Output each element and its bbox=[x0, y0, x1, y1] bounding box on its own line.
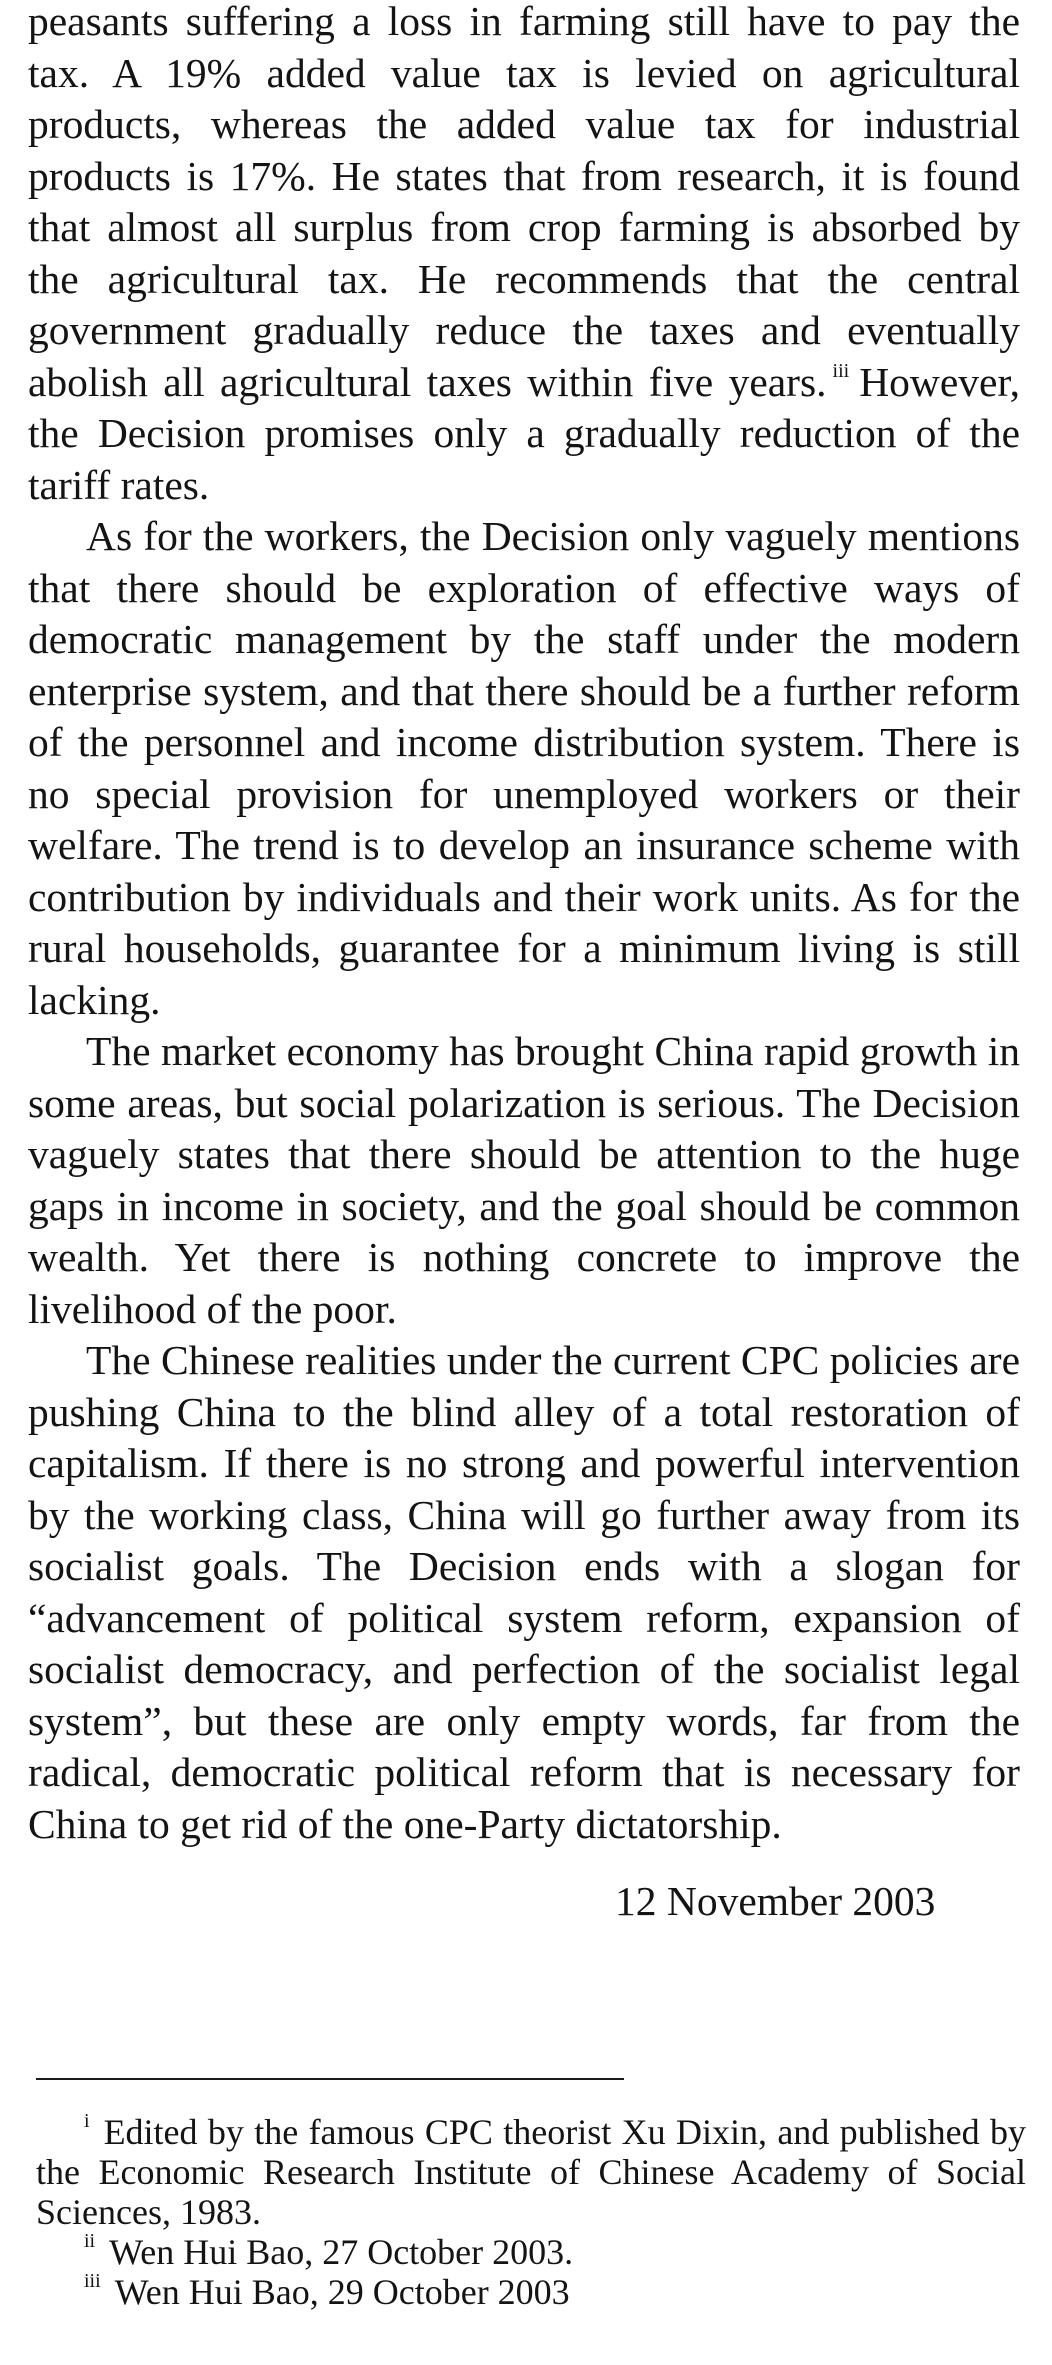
paragraph-text: However, the Decision promises only a gradually reduction of the tariff rates. bbox=[28, 358, 1020, 508]
article-body bbox=[28, 0, 1020, 1850]
footnote-reference: iii bbox=[832, 359, 850, 382]
document-date: 12 November 2003 bbox=[615, 1878, 936, 1924]
paragraph-agricultural-tax bbox=[28, 0, 1020, 511]
footnote-marker: iii bbox=[84, 2270, 101, 2292]
paragraph-chinese-realities: The Chinese realities under the current CPC policies are pushing China to the blind alley of a total restoration of capitalism. If there is no strong and powerful intervention by the working class, China will go further away from its socialist goals. The Decision ends with a slogan for “advancement of political system reform, expansion of socialist democracy, and perfection of the socialist legal system”, but these are only empty words, far from the radical, democratic political reform that is necessary for China to get rid of the one-Party dictatorship. bbox=[28, 1337, 1020, 1847]
footnote-text: Edited by the famous CPC theorist Xu Dixin, and published by the Economic Research Institute of Chinese Academy of Social Sciences, 1983. bbox=[36, 2112, 1026, 2232]
footnote-marker: i bbox=[84, 2110, 90, 2132]
footnote-item bbox=[36, 2232, 1026, 2272]
footnote-divider bbox=[36, 2078, 624, 2080]
footnote-text: Wen Hui Bao, 27 October 2003. bbox=[109, 2232, 574, 2272]
paragraph-workers: As for the workers, the Decision only vaguely mentions that there should be exploration of effective ways of democratic management by the staff under the modern enterprise system, and that there should be a further reform of the personnel and income distribution system. There is no special provision for unemployed workers or their welfare. The trend is to develop an insurance scheme with contribution by individuals and their work units. As for the rural households, guarantee for a minimum living is still lacking. bbox=[28, 513, 1020, 1023]
footnote-text: Wen Hui Bao, 29 October 2003 bbox=[114, 2272, 570, 2312]
paragraph-market-economy: The market economy has brought China rapid growth in some areas, but social polarization is serious. The Decision vaguely states that there should be attention to the huge gaps in income in society, and the goal should be common wealth. Yet there is nothing concrete to improve the livelihood of the poor. bbox=[28, 1028, 1020, 1332]
footnote-marker: ii bbox=[84, 2230, 96, 2252]
paragraph-text: peasants suffering a loss in farming still have to pay the tax. A 19% added value tax is levied on agricultural products, whereas the added value tax for industrial products is 17%. He states that from research, it is found that almost all surplus from crop farming is absorbed by the agricultural tax. He recommends that the central government gradually reduce the taxes and eventually abolish all agricultural taxes within five years. bbox=[28, 0, 1020, 405]
footnote-item bbox=[36, 2272, 1026, 2312]
footnote-item bbox=[36, 2112, 1026, 2232]
footnotes-section bbox=[36, 2112, 1026, 2312]
